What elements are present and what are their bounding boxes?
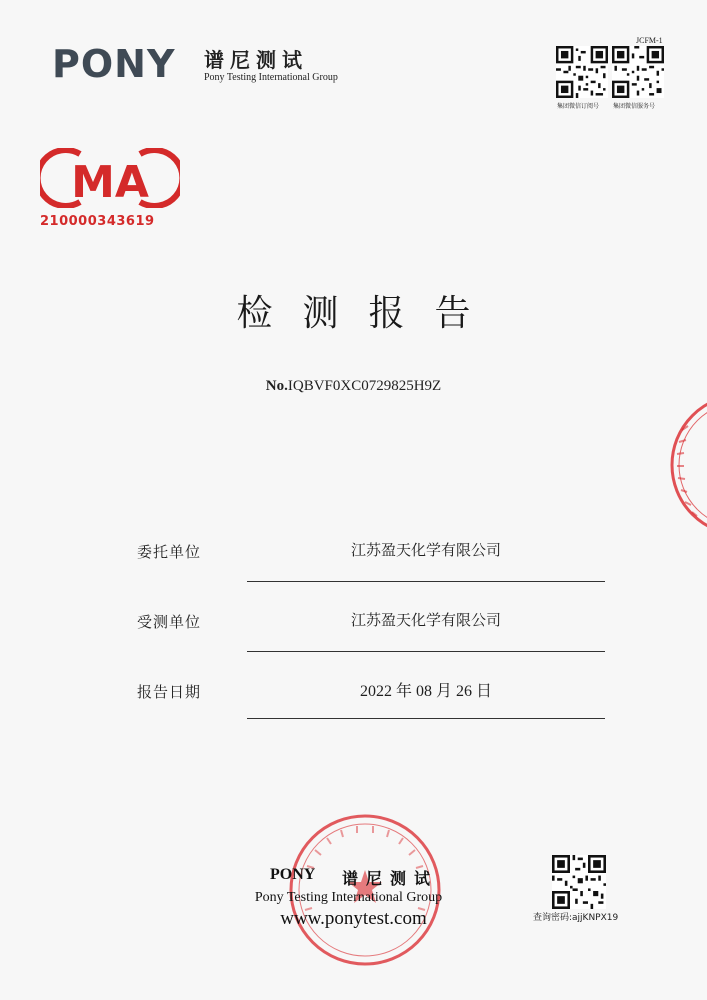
field-label-tested-unit: 受测单位	[137, 613, 202, 631]
field-value-report-date: 2022 年 08 月 26 日	[359, 683, 492, 700]
qr-caption-subscription: 集团微信订阅号	[557, 103, 600, 110]
report-number-prefix: No.	[265, 378, 288, 394]
field-underline	[247, 651, 605, 652]
qr-code-service	[612, 46, 664, 98]
qr-code-report-query	[552, 855, 606, 909]
cma-number: 210000343619	[40, 214, 155, 229]
brand-name-cn: 谱尼测试	[204, 48, 308, 72]
pony-logo-text: PONY	[52, 42, 176, 86]
field-underline	[247, 581, 605, 582]
brand-name-en: Pony Testing International Group	[204, 72, 338, 83]
qr-code-subscription	[556, 46, 608, 98]
qr-caption-service: 集团微信服务号	[613, 103, 656, 110]
footer-brand-en: Pony Testing International Group	[254, 890, 443, 905]
cma-mark-text: MA	[71, 157, 149, 208]
form-code: JCFM-1	[636, 36, 663, 45]
field-underline	[247, 718, 605, 719]
cma-certification-mark	[40, 148, 180, 208]
report-number	[0, 378, 707, 395]
official-seal-right	[662, 390, 707, 540]
field-label-client: 委托单位	[137, 543, 202, 561]
field-value-tested-unit: 江苏盈天化学有限公司	[350, 611, 501, 629]
report-number-value: IQBVF0XC0729825H9Z	[287, 378, 442, 394]
company-logo	[52, 42, 372, 92]
field-value-client: 江苏盈天化学有限公司	[350, 541, 501, 559]
footer-pony-logo: PONY	[270, 866, 316, 883]
query-password: 查询密码:ajjKNPX19	[533, 913, 619, 923]
footer-website[interactable]: www.ponytest.com	[280, 908, 427, 929]
page-title: 检测报告	[236, 293, 501, 334]
footer-brand-cn: 谱尼测试	[342, 869, 439, 888]
field-label-report-date: 报告日期	[137, 683, 202, 701]
